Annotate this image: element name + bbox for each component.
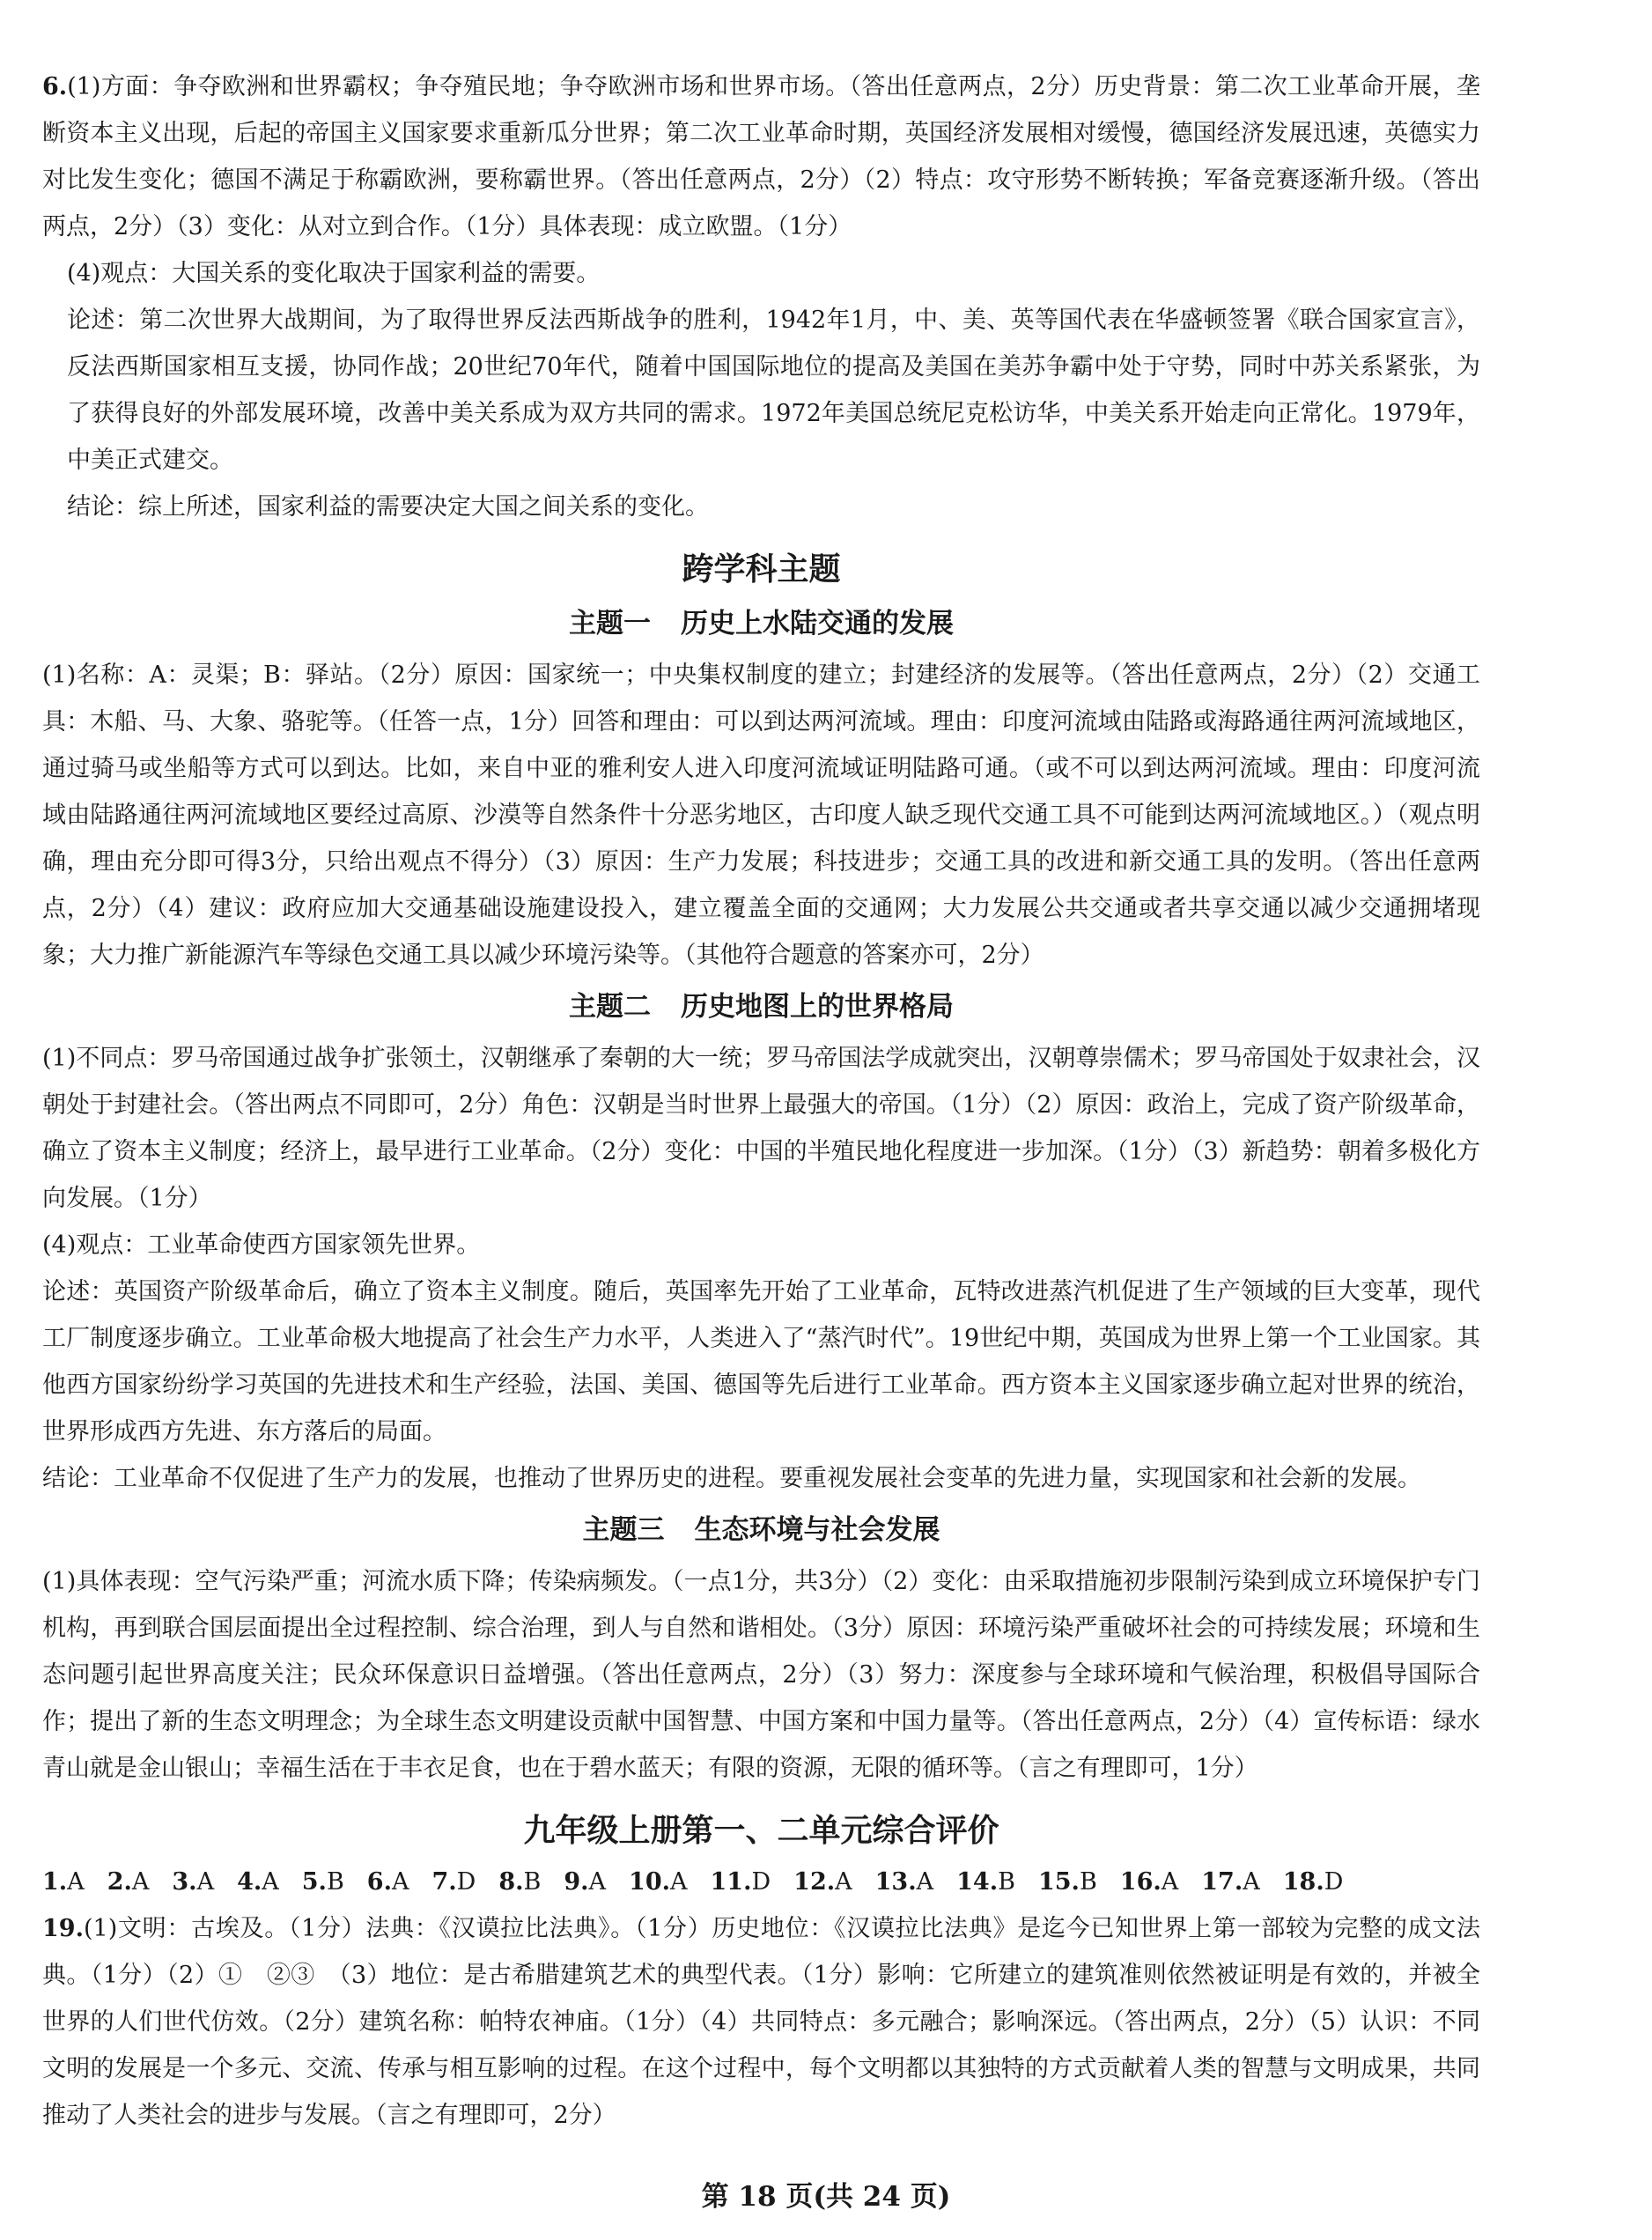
answer-item: 1.A (42, 1868, 85, 1896)
answer-item: 5.B (301, 1868, 344, 1896)
multiple-choice-answers (42, 1859, 1480, 1905)
answer-item: 7.D (431, 1868, 476, 1896)
topic-2-heading: 主题二 历史地图上的世界格局 (569, 991, 954, 1023)
answer-item: 11.D (710, 1868, 771, 1896)
topic-1-heading: 主题一 历史上水陆交通的发展 (569, 608, 954, 639)
answer-item: 18.D (1282, 1868, 1344, 1896)
answer-item: 14.B (956, 1868, 1015, 1896)
answer-item: 3.A (172, 1868, 215, 1896)
topic-2-viewpoint: (4)观点：工业革命使西方国家领先世界。 (42, 1231, 481, 1259)
answer-item: 10.A (629, 1868, 688, 1896)
question-number: 6. (42, 73, 68, 100)
q6-part-1: 6.(1)方面：争夺欧洲和世界霸权；争夺殖民地；争夺欧洲市场和世界市场。（答出任意两点，2分）历史背景：第二次工业革命开展，垄断资本主义出现，后起的帝国主义国家要求重新瓜分世界；第二次工业革命时期，英国经济发展相对缓慢，德国经济发展迅速，英德实力对比发生变化；德国不满足于称霸欧洲，要称霸世界。（答出任意两点，2分）（2）特点：攻守形势不断转换；军备竞赛逐渐升级。（答出两点，2分）（3）变化：从对立到合作。（1分）具体表现：成立欧盟。（1分） (42, 73, 1480, 240)
q6-part-4-viewpoint: (4)观点：大国关系的变化取决于国家利益的需要。 (67, 260, 601, 287)
answer-item: 9.A (564, 1868, 607, 1896)
answer-item: 17.A (1201, 1868, 1260, 1896)
topic-2-conclusion: 结论：工业革命不仅促进了生产力的发展，也推动了世界历史的进程。要重视发展社会变革的先进力量，实现国家和社会新的发展。 (42, 1465, 1421, 1492)
section-title-interdisciplinary: 跨学科主题 (682, 551, 841, 588)
q6-argument: 论述：第二次世界大战期间，为了取得世界反法西斯战争的胜利，1942年1月，中、美、英等国代表在华盛顿签署《联合国家宣言》，反法西斯国家相互支援，协同作战；20世纪70年代，随着中国国际地位的提高及美国在美苏争霸中处于守势，同时中苏关系紧张，为了获得良好的外部发展环境，改善中美关系成为双方共同的需求。1972年美国总统尼克松访华，中美关系开始走向正常化。1979年，中美正式建交。 (67, 307, 1480, 474)
answer-item: 12.A (793, 1868, 852, 1896)
section-title-unit-review: 九年级上册第一、二单元综合评价 (523, 1812, 999, 1849)
answer-item: 6.A (366, 1868, 409, 1896)
answer-item: 8.B (498, 1868, 542, 1896)
answer-item: 2.A (107, 1868, 150, 1896)
answer-item: 13.A (874, 1868, 934, 1896)
question-6 (42, 63, 1480, 530)
q6-conclusion: 结论：综上所述，国家利益的需要决定大国之间关系的变化。 (67, 493, 709, 521)
topic-3-answer: (1)具体表现：空气污染严重；河流水质下降；传染病频发。（一点1分，共3分）（2）变化：由采取措施初步限制污染到成立环境保护专门机构，再到联合国层面提出全过程控制、综合治理，到人与自然和谐相处。（3分）原因：环境污染严重破坏社会的可持续发展；环境和生态问题引起世界高度关注；民众环保意识日益增强。（答出任意两点，2分）（3）努力：深度参与全球环境和气候治理，积极倡导国际合作；提出了新的生态文明理念；为全球生态文明建设贡献中国智慧、中国方案和中国力量等。（答出任意两点，2分）（4）宣传标语：绿水青山就是金山银山；幸福生活在于丰衣足食，也在于碧水蓝天；有限的资源，无限的循环等。（言之有理即可，1分） (42, 1568, 1480, 1782)
answer-item: 15.B (1037, 1868, 1097, 1896)
topic-3-heading: 主题三 生态环境与社会发展 (582, 1514, 940, 1546)
topic-1-answer: (1)名称：A：灵渠；B：驿站。（2分）原因：国家统一；中央集权制度的建立；封建经济的发展等。（答出任意两点，2分）（2）交通工具：木船、马、大象、骆驼等。（任答一点，1分）回答和理由：可以到达两河流域。理由：印度河流域由陆路或海路通往两河流域地区，通过骑马或坐船等方式可以到达。比如，来自中亚的雅利安人进入印度河流域证明陆路可通。（或不可以到达两河流域。理由：印度河流域由陆路通往两河流域地区要经过高原、沙漠等自然条件十分恶劣地区，古印度人缺乏现代交通工具不可能到达两河流域地区。）（观点明确，理由充分即可得3分，只给出观点不得分）（3）原因：生产力发展；科技进步；交通工具的改进和新交通工具的发明。（答出任意两点，2分）（4）建议：政府应加大交通基础设施建设投入，建立覆盖全面的交通网；大力发展公共交通或者共享交通以减少交通拥堵现象；大力推广新能源汽车等绿色交通工具以减少环境污染等。（其他符合题意的答案亦可，2分） (42, 662, 1480, 969)
answer-item: 4.A (237, 1868, 279, 1896)
question-19-answer: 19.(1)文明：古埃及。（1分）法典：《汉谟拉比法典》。（1分）历史地位：《汉谟拉比法典》是迄今已知世界上第一部较为完整的成文法典。（1分）（2）① ②③ （3）地位：是古希腊建筑艺术的典型代表。（1分）影响：它所建立的建筑准则依然被证明是有效的，并被全世界的人们世代仿效。（2分）建筑名称：帕特农神庙。（1分）（4）共同特点：多元融合；影响深远。（答出两点，2分）（5）认识：不同文明的发展是一个多元、交流、传承与相互影响的过程。在这个过程中，每个文明都以其独特的方式贡献着人类的智慧与文明成果，共同推动了人类社会的进步与发展。（言之有理即可，2分） (42, 1915, 1480, 2129)
topic-2-argument: 论述：英国资产阶级革命后，确立了资本主义制度。随后，英国率先开始了工业革命，瓦特改进蒸汽机促进了生产领域的巨大变革，现代工厂制度逐步确立。工业革命极大地提高了社会生产力水平，人类进入了“蒸汽时代”。19世纪中期，英国成为世界上第一个工业国家。其他西方国家纷纷学习英国的先进技术和生产经验，法国、美国、德国等先后进行工业革命。西方资本主义国家逐步确立起对世界的统治，世界形成西方先进、东方落后的局面。 (42, 1278, 1480, 1445)
topic-2-answer: (1)不同点：罗马帝国通过战争扩张领土，汉朝继承了秦朝的大一统；罗马帝国法学成就突出，汉朝尊崇儒术；罗马帝国处于奴隶社会，汉朝处于封建社会。（答出两点不同即可，2分）角色：汉朝是当时世界上最强大的帝国。（1分）（2）原因：政治上，完成了资产阶级革命，确立了资本主义制度；经济上，最早进行工业革命。（2分）变化：中国的半殖民地化程度进一步加深。（1分）（3）新趋势：朝着多极化方向发展。（1分） (42, 1045, 1480, 1212)
answer-item: 16.A (1119, 1868, 1179, 1896)
question-number: 19. (42, 1915, 84, 1942)
page-number-footer: 第 18 页(共 24 页) (701, 2181, 951, 2213)
